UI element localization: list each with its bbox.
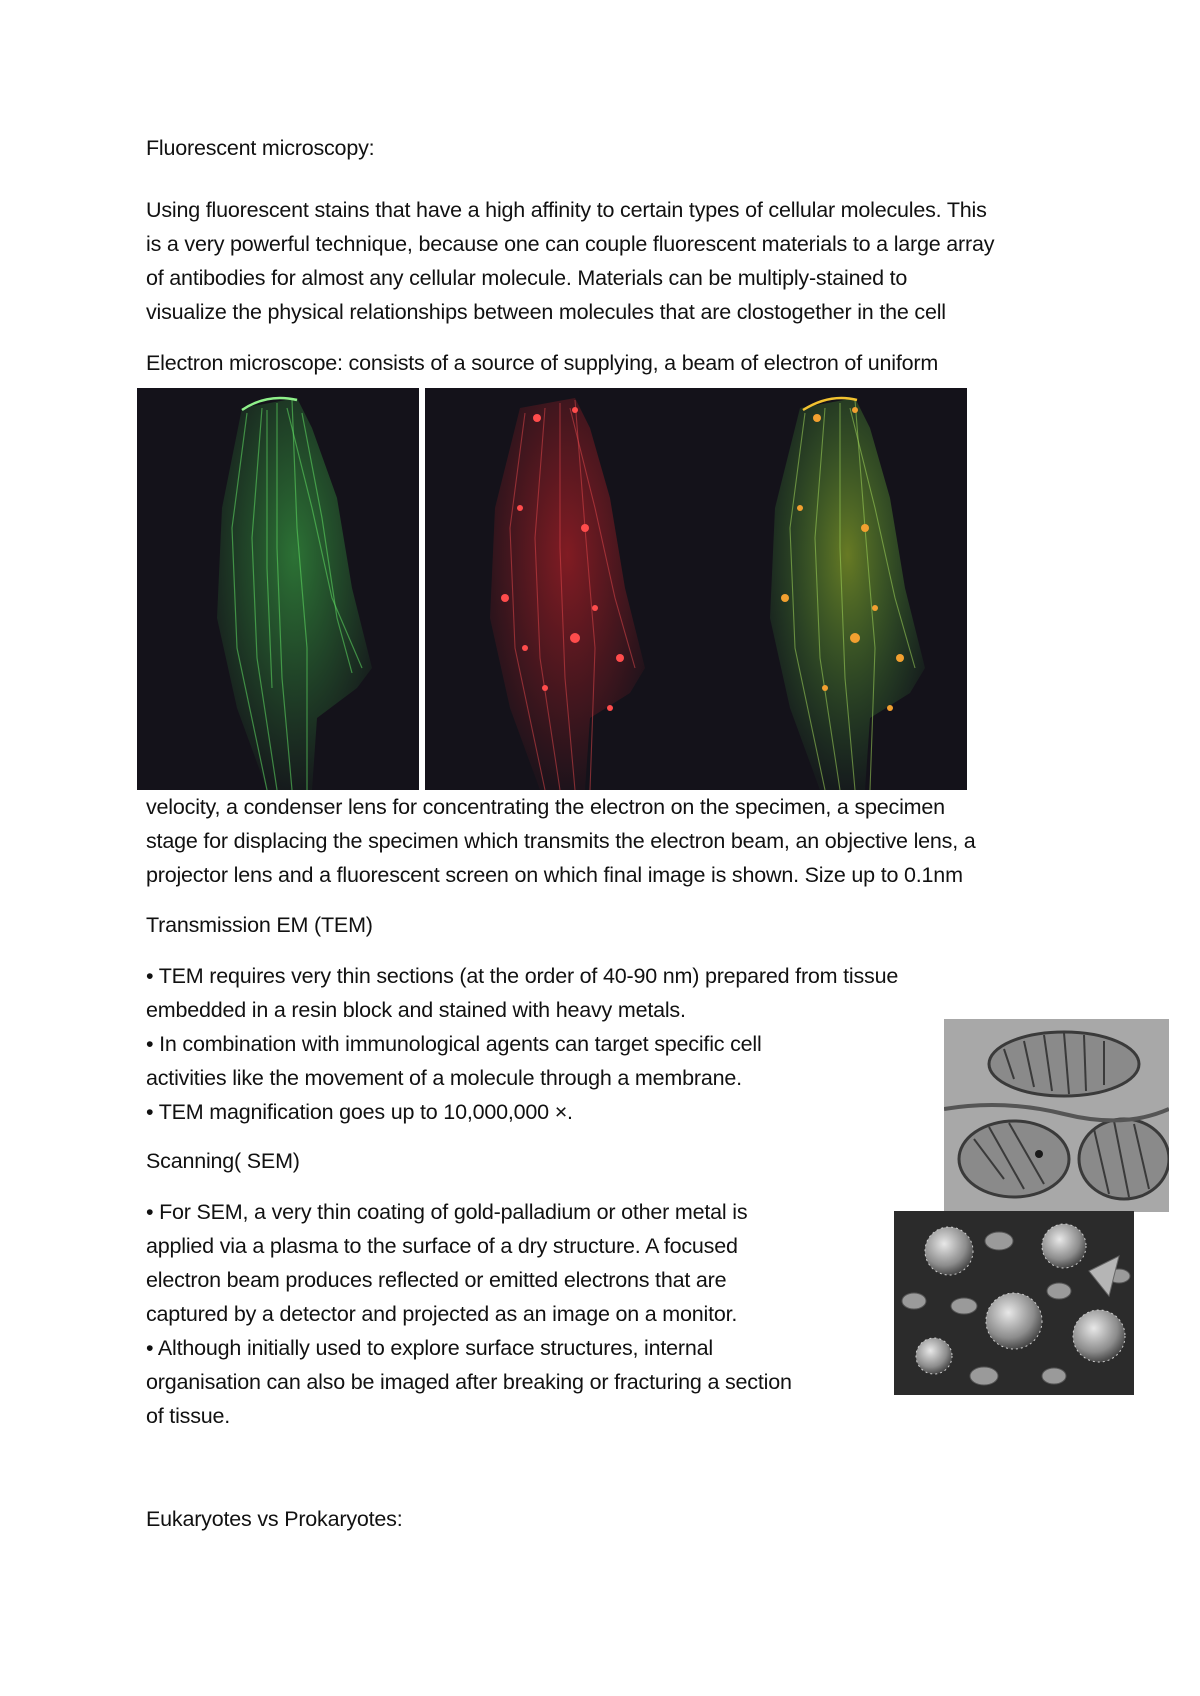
tem-paragraph (146, 959, 898, 1129)
electron-paragraph (146, 790, 976, 892)
tem-line: • In combination with immunological agents can target specific cell (146, 1032, 762, 1056)
fluorescent-line: Using fluorescent stains that have a high affinity to certain types of cellular molecules. This (146, 198, 987, 222)
electron-line: stage for displacing the specimen which transmits the electron beam, an objective lens, a (146, 829, 976, 853)
sem-pollen-graphic (894, 1211, 1134, 1395)
tem-line: activities like the movement of a molecule through a membrane. (146, 1066, 742, 1090)
sem-heading: Scanning( SEM) (146, 1149, 300, 1173)
eukaryotes-heading: Eukaryotes vs Prokaryotes: (146, 1507, 403, 1531)
fluorescent-line: is a very powerful technique, because one can couple fluorescent materials to a large array (146, 232, 995, 256)
green-cell-graphic (137, 388, 419, 790)
sem-paragraph (146, 1195, 792, 1433)
electron-intro: Electron microscope: consists of a source of supplying, a beam of electron of uniform (146, 351, 939, 375)
tem-line: embedded in a resin block and stained with heavy metals. (146, 998, 686, 1022)
electron-line: projector lens and a fluorescent screen on which final image is shown. Size up to 0.1nm (146, 863, 963, 887)
tem-line: • TEM magnification goes up to 10,000,000 ×. (146, 1100, 573, 1124)
fluorescence-image-green (137, 388, 419, 790)
sem-line: • Although initially used to explore surface structures, internal (146, 1336, 713, 1360)
fluorescent-heading: Fluorescent microscopy: (146, 136, 375, 160)
fluorescent-line: visualize the physical relationships between molecules that are clostogether in the cell (146, 300, 946, 324)
sem-line: captured by a detector and projected as an image on a monitor. (146, 1302, 738, 1326)
fluorescent-paragraph (146, 193, 994, 329)
electron-line: velocity, a condenser lens for concentrating the electron on the specimen, a specimen (146, 795, 945, 819)
red-merged-cell-graphic (425, 388, 967, 790)
fluorescence-image-red-merged (425, 388, 967, 790)
tem-heading: Transmission EM (TEM) (146, 913, 373, 937)
sem-line: applied via a plasma to the surface of a dry structure. A focused (146, 1234, 738, 1258)
fluorescent-line: of antibodies for almost any cellular molecule. Materials can be multiply-stained to (146, 266, 908, 290)
sem-line: of tissue. (146, 1404, 231, 1428)
tem-mitochondria-graphic (944, 1019, 1169, 1212)
sem-micrograph (894, 1211, 1134, 1395)
sem-line: • For SEM, a very thin coating of gold-palladium or other metal is (146, 1200, 748, 1224)
tem-line: • TEM requires very thin sections (at the order of 40-90 nm) prepared from tissue (146, 964, 899, 988)
sem-line: organisation can also be imaged after breaking or fracturing a section (146, 1370, 792, 1394)
tem-micrograph (944, 1019, 1169, 1212)
sem-line: electron beam produces reflected or emitted electrons that are (146, 1268, 727, 1292)
